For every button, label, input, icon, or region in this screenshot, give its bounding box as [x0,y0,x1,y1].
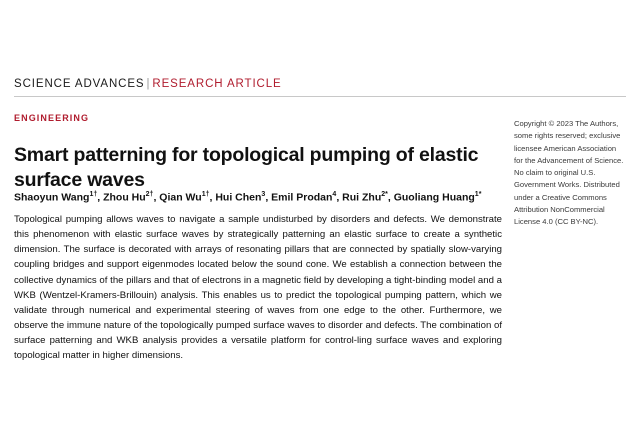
journal-header [14,78,282,90]
abstract-text: Topological pumping allows waves to navigate a sample undisturbed by disorders and defects. We demonstrate this phenomenon with elastic surface waves by strategically patterning an elastic surface to create a synthetic dimension. The surface is decorated with arrays of resonating pillars that are connected by spatially slow-varying coupling bridges and support eigenmodes located below the sound cone. We establish a connection between the collective dynamics of the pillars and that of electrons in a magnetic field by developing a tight-binding model and a WKB (Wentzel-Kramers-Brillouin) analysis. This enables us to predict the topological pumping pattern, which we validate through numerical and experimental steering of waves from one edge to the other. Furthermore, we observe the immune nature of the topologically pumped surface waves to disorder and defects. The combination of surface patterning and WKB analysis provides a versatile platform for control-ling surface waves and exploring topological matter in higher dimensions. [14,214,502,362]
journal-separator: | [146,78,151,90]
page-title: Smart patterning for topological pumping of elastic surface waves [14,144,479,191]
author-list: Shaoyun Wang$^{1\dagger}$, Zhou $Hu^{2\dagger}$, Qian $Wu^{1\dagger}$, Hui Chen$^3$, Emil Prodan$^4$, Rui Zhu$^{2*}$, Guoliang Huang$^{1*}$ [14,191,482,204]
page-top-whitespace [0,0,640,72]
copyright-notice: Copyright © 2023 The Authors, some rights reserved; exclusive licensee American Association for the Advancement of Science. No claim to original U.S. Government Works. Distributed under a Creative Commons Attribution NonCommercial License 4.0 (CC BY-NC). [514,119,624,227]
header-divider [14,96,626,97]
journal-name: SCIENCE ADVANCES [14,78,145,90]
article-subject: ENGINEERING [14,113,90,123]
journal-section-label: RESEARCH ARTICLE [152,78,282,90]
